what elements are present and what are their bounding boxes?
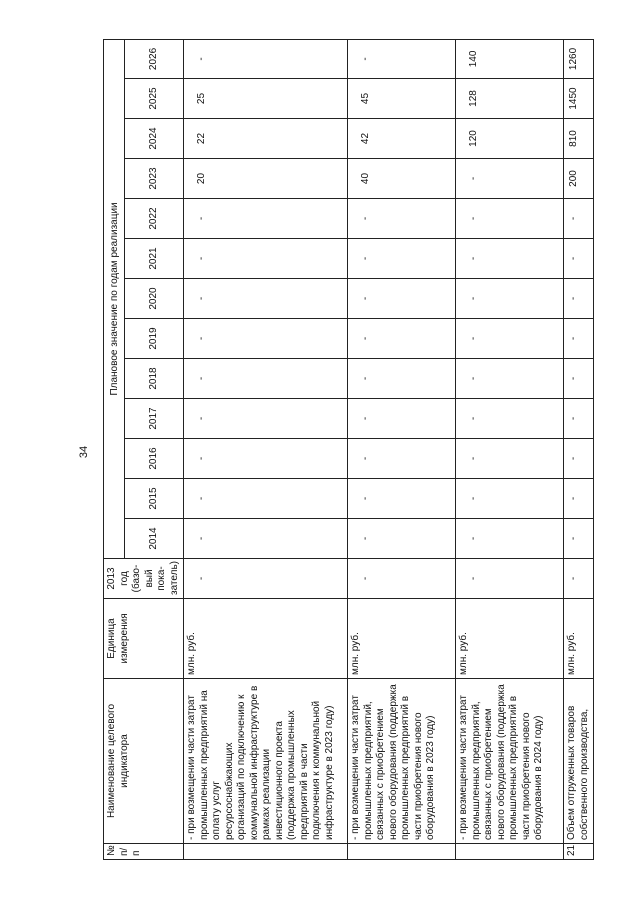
cell-value: - (348, 199, 456, 239)
row-name: - при возмещении части затрат промышленных предприятий на оплату услуг ресурсоснабжающих организаций по подключению к коммунальной инфраструктуре в рамках реализации инвестиционного проекта (поддержка промышленных предприятий в части подключения к коммунальной инфраструктуре в 2023 году) (184, 679, 348, 844)
cell-value: 810 (564, 119, 594, 159)
table-row (456, 39, 564, 859)
cell-value: 45 (348, 79, 456, 119)
year-header: 2015 (124, 479, 184, 519)
row-base: - (456, 559, 564, 599)
cell-value: - (348, 479, 456, 519)
cell-value: - (456, 399, 564, 439)
row-base: - (564, 559, 594, 599)
year-header: 2018 (124, 359, 184, 399)
cell-value: - (456, 199, 564, 239)
year-header: 2025 (124, 79, 184, 119)
cell-value: - (564, 239, 594, 279)
row-name: Объем отгруженных товаров собственного производства, (564, 679, 594, 844)
cell-value: - (456, 239, 564, 279)
cell-value: - (184, 399, 348, 439)
cell-value: - (456, 319, 564, 359)
cell-value: 200 (564, 159, 594, 199)
header-num: № п/п (104, 844, 184, 860)
cell-value: - (348, 439, 456, 479)
rotated-page (103, 40, 603, 860)
cell-value: 140 (456, 39, 564, 78)
header-plan: Плановое значение по годам реализации (104, 39, 125, 558)
cell-value: - (184, 239, 348, 279)
page-number: 34 (78, 445, 90, 459)
year-header: 2019 (124, 319, 184, 359)
cell-value: - (184, 359, 348, 399)
row-name: - при возмещении части затрат промышленных предприятий, связанных с приобретением нового оборудования (поддержка промышленных предприятий в части приобретения нового оборудования в 2024 году) (456, 679, 564, 844)
table-row (184, 39, 348, 859)
cell-value: - (456, 279, 564, 319)
cell-value: - (564, 439, 594, 479)
cell-value: 120 (456, 119, 564, 159)
cell-value: - (564, 479, 594, 519)
year-header: 2022 (124, 199, 184, 239)
cell-value: - (564, 519, 594, 559)
cell-value: - (184, 279, 348, 319)
year-header: 2024 (124, 119, 184, 159)
cell-value: - (184, 519, 348, 559)
cell-value: - (348, 399, 456, 439)
cell-value: - (564, 279, 594, 319)
row-num (184, 844, 348, 860)
cell-value: - (348, 279, 456, 319)
cell-value: 1260 (564, 39, 594, 78)
cell-value: - (456, 519, 564, 559)
cell-value: - (348, 519, 456, 559)
cell-value: - (348, 319, 456, 359)
cell-value: - (456, 479, 564, 519)
cell-value: - (564, 199, 594, 239)
cell-value: - (184, 199, 348, 239)
cell-value: - (184, 479, 348, 519)
table-row (348, 39, 456, 859)
cell-value: - (456, 159, 564, 199)
header-name: Наименование целевого индикатора (104, 679, 184, 844)
year-header: 2026 (124, 39, 184, 78)
cell-value: - (456, 359, 564, 399)
cell-value: - (564, 399, 594, 439)
row-base: - (348, 559, 456, 599)
row-base: - (184, 559, 348, 599)
year-header: 2016 (124, 439, 184, 479)
row-unit: млн. руб. (184, 599, 348, 679)
row-num (456, 844, 564, 860)
cell-value: - (456, 439, 564, 479)
header-base: 2013 год (базо- вый пока- затель) (104, 559, 184, 599)
table-row (564, 39, 594, 859)
cell-value: - (348, 39, 456, 78)
row-unit: млн. руб. (564, 599, 594, 679)
cell-value: - (184, 39, 348, 78)
cell-value: - (564, 319, 594, 359)
cell-value: 1450 (564, 79, 594, 119)
cell-value: - (184, 319, 348, 359)
row-num: 21. (564, 844, 594, 860)
year-header: 2014 (124, 519, 184, 559)
cell-value: 20 (184, 159, 348, 199)
cell-value: - (348, 239, 456, 279)
indicator-table (103, 39, 594, 860)
row-name: - при возмещении части затрат промышленных предприятий, связанных с приобретением нового оборудования (поддержка промышленных предприятий в части приобретения нового оборудования в 2023 году) (348, 679, 456, 844)
year-header: 2021 (124, 239, 184, 279)
year-header: 2017 (124, 399, 184, 439)
cell-value: 22 (184, 119, 348, 159)
row-unit: млн. руб. (348, 599, 456, 679)
header-unit: Единица измерения (104, 599, 184, 679)
year-header: 2020 (124, 279, 184, 319)
cell-value: - (348, 359, 456, 399)
row-unit: млн. руб. (456, 599, 564, 679)
cell-value: 42 (348, 119, 456, 159)
cell-value: - (564, 359, 594, 399)
cell-value: 25 (184, 79, 348, 119)
year-header: 2023 (124, 159, 184, 199)
row-num (348, 844, 456, 860)
cell-value: 40 (348, 159, 456, 199)
cell-value: - (184, 439, 348, 479)
cell-value: 128 (456, 79, 564, 119)
